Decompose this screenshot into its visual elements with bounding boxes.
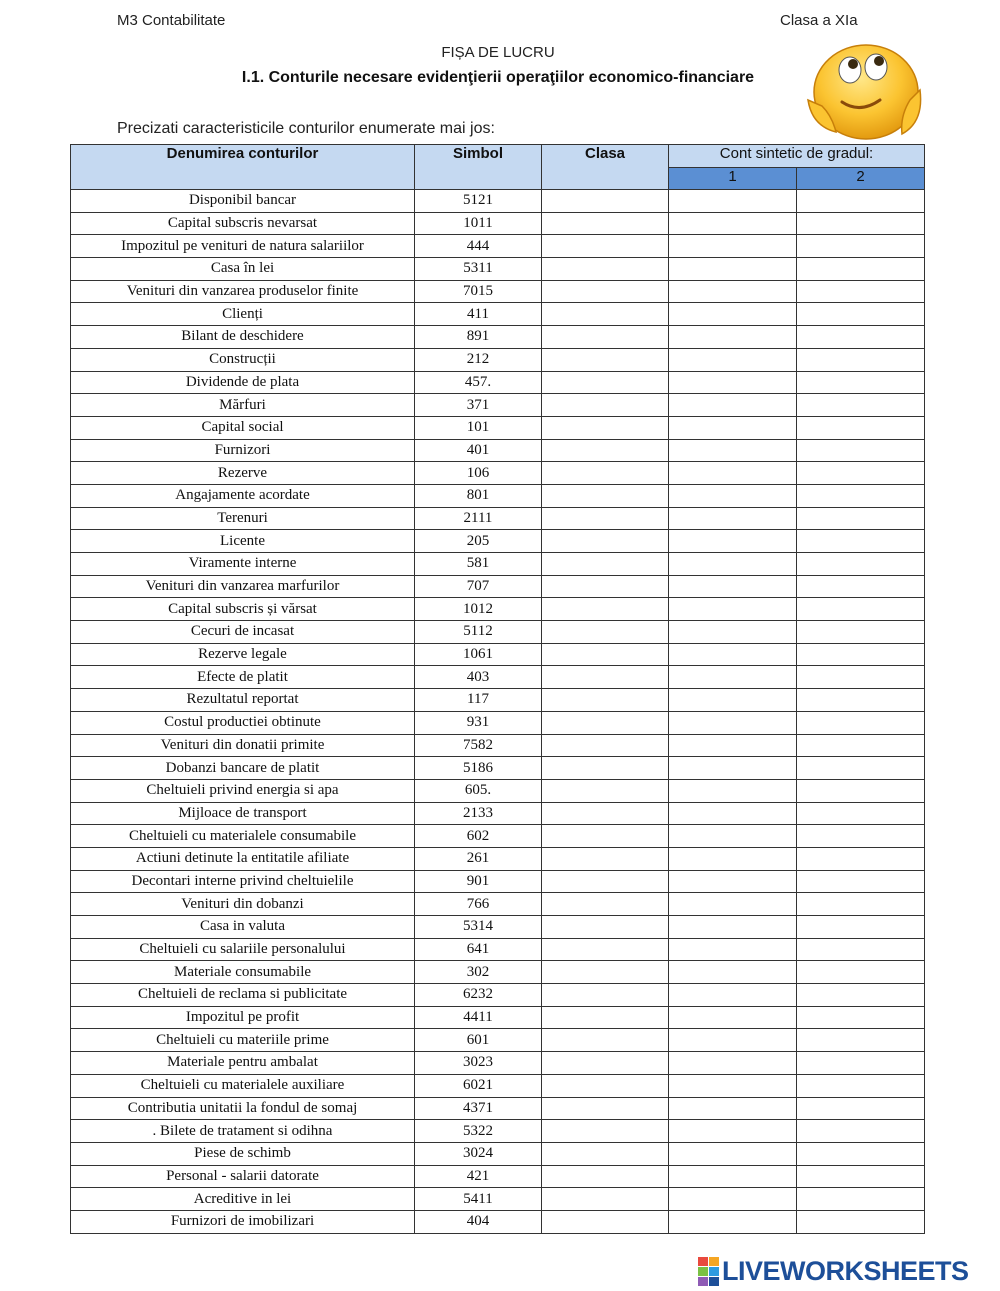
account-name-cell: Actiuni detinute la entitatile afiliate (71, 847, 415, 870)
class-answer-cell[interactable] (542, 439, 669, 462)
grade-1-answer-cell[interactable] (669, 394, 797, 417)
grade-2-answer-cell[interactable] (797, 689, 925, 712)
account-name-cell: Piese de schimb (71, 1142, 415, 1165)
grade-2-answer-cell[interactable] (797, 643, 925, 666)
account-symbol-cell: 5112 (415, 621, 542, 644)
class-answer-cell[interactable] (542, 190, 669, 213)
grade-2-answer-cell[interactable] (797, 1006, 925, 1029)
grade-1-answer-cell[interactable] (669, 1052, 797, 1075)
grade-2-answer-cell[interactable] (797, 938, 925, 961)
account-symbol-cell: 931 (415, 711, 542, 734)
account-symbol-cell: 5322 (415, 1120, 542, 1143)
logo-block (709, 1257, 719, 1266)
account-name-cell: Casa în lei (71, 258, 415, 281)
grade-2-answer-cell[interactable] (797, 326, 925, 349)
table-row (71, 1006, 925, 1029)
table-row (71, 825, 925, 848)
table-row (71, 235, 925, 258)
column-header-name: Denumirea conturilor (71, 145, 415, 190)
account-name-cell: Cheltuieli cu materialele auxiliare (71, 1074, 415, 1097)
class-answer-cell[interactable] (542, 1052, 669, 1075)
logo-block (698, 1277, 708, 1286)
table-row (71, 598, 925, 621)
account-symbol-cell: 641 (415, 938, 542, 961)
table-row (71, 348, 925, 371)
grade-2-answer-cell[interactable] (797, 553, 925, 576)
account-name-cell: Venituri din vanzarea produselor finite (71, 280, 415, 303)
grade-1-answer-cell[interactable] (669, 303, 797, 326)
table-row (71, 575, 925, 598)
class-answer-cell[interactable] (542, 258, 669, 281)
class-answer-cell[interactable] (542, 1074, 669, 1097)
account-name-cell: Furnizori de imobilizari (71, 1210, 415, 1233)
grade-2-answer-cell[interactable] (797, 462, 925, 485)
account-name-cell: Capital social (71, 416, 415, 439)
account-symbol-cell: 2133 (415, 802, 542, 825)
grade-1-answer-cell[interactable] (669, 439, 797, 462)
grade-2-answer-cell[interactable] (797, 734, 925, 757)
grade-1-answer-cell[interactable] (669, 507, 797, 530)
grade-2-answer-cell[interactable] (797, 303, 925, 326)
class-answer-cell[interactable] (542, 689, 669, 712)
account-name-cell: Capital subscris și vărsat (71, 598, 415, 621)
grade-1-answer-cell[interactable] (669, 1188, 797, 1211)
grade-2-answer-cell[interactable] (797, 394, 925, 417)
table-row (71, 1142, 925, 1165)
class-answer-cell[interactable] (542, 825, 669, 848)
class-answer-cell[interactable] (542, 326, 669, 349)
grade-2-answer-cell[interactable] (797, 439, 925, 462)
account-symbol-cell: 261 (415, 847, 542, 870)
class-answer-cell[interactable] (542, 212, 669, 235)
account-symbol-cell: 401 (415, 439, 542, 462)
account-name-cell: Dividende de plata (71, 371, 415, 394)
logo-block (709, 1267, 719, 1276)
grade-2-answer-cell[interactable] (797, 847, 925, 870)
grade-2-answer-cell[interactable] (797, 1029, 925, 1052)
account-name-cell: Materiale pentru ambalat (71, 1052, 415, 1075)
grade-2-answer-cell[interactable] (797, 1142, 925, 1165)
class-answer-cell[interactable] (542, 1006, 669, 1029)
account-name-cell: Bilant de deschidere (71, 326, 415, 349)
account-name-cell: Personal - salarii datorate (71, 1165, 415, 1188)
grade-2-answer-cell[interactable] (797, 1120, 925, 1143)
grade-2-answer-cell[interactable] (797, 212, 925, 235)
grade-1-answer-cell[interactable] (669, 961, 797, 984)
account-symbol-cell: 421 (415, 1165, 542, 1188)
account-symbol-cell: 1012 (415, 598, 542, 621)
grade-2-answer-cell[interactable] (797, 825, 925, 848)
table-row (71, 643, 925, 666)
table-row (71, 258, 925, 281)
account-symbol-cell: 6021 (415, 1074, 542, 1097)
table-row (71, 1074, 925, 1097)
account-symbol-cell: 581 (415, 553, 542, 576)
grade-1-answer-cell[interactable] (669, 847, 797, 870)
grade-2-answer-cell[interactable] (797, 1165, 925, 1188)
table-row (71, 462, 925, 485)
table-row (71, 439, 925, 462)
column-header-grade-group: Cont sintetic de gradul: (669, 145, 925, 168)
grade-1-answer-cell[interactable] (669, 371, 797, 394)
account-name-cell: . Bilete de tratament si odihna (71, 1120, 415, 1143)
grade-1-answer-cell[interactable] (669, 870, 797, 893)
account-name-cell: Cheltuieli privind energia si apa (71, 779, 415, 802)
account-symbol-cell: 7015 (415, 280, 542, 303)
column-header-class: Clasa (542, 145, 669, 190)
account-name-cell: Rezerve legale (71, 643, 415, 666)
grade-2-answer-cell[interactable] (797, 235, 925, 258)
grade-2-answer-cell[interactable] (797, 621, 925, 644)
class-answer-cell[interactable] (542, 462, 669, 485)
table-row (71, 757, 925, 780)
class-answer-cell[interactable] (542, 394, 669, 417)
account-name-cell: Capital subscris nevarsat (71, 212, 415, 235)
logo-block (709, 1277, 719, 1286)
account-symbol-cell: 801 (415, 484, 542, 507)
grade-1-answer-cell[interactable] (669, 825, 797, 848)
table-row (71, 779, 925, 802)
class-answer-cell[interactable] (542, 643, 669, 666)
table-row (71, 870, 925, 893)
grade-1-answer-cell[interactable] (669, 779, 797, 802)
account-symbol-cell: 457. (415, 371, 542, 394)
grade-1-answer-cell[interactable] (669, 416, 797, 439)
logo-blocks-icon (698, 1257, 719, 1286)
grade-1-answer-cell[interactable] (669, 757, 797, 780)
account-name-cell: Decontari interne privind cheltuielile (71, 870, 415, 893)
table-row (71, 847, 925, 870)
table-row (71, 1165, 925, 1188)
class-answer-cell[interactable] (542, 235, 669, 258)
class-answer-cell[interactable] (542, 1029, 669, 1052)
account-symbol-cell: 4371 (415, 1097, 542, 1120)
class-answer-cell[interactable] (542, 734, 669, 757)
account-name-cell: Disponibil bancar (71, 190, 415, 213)
table-row (71, 621, 925, 644)
table-row (71, 711, 925, 734)
grade-1-answer-cell[interactable] (669, 1097, 797, 1120)
grade-1-answer-cell[interactable] (669, 711, 797, 734)
class-answer-cell[interactable] (542, 621, 669, 644)
grade-2-answer-cell[interactable] (797, 348, 925, 371)
grade-2-answer-cell[interactable] (797, 530, 925, 553)
class-answer-cell[interactable] (542, 666, 669, 689)
account-symbol-cell: 302 (415, 961, 542, 984)
account-name-cell: Cecuri de incasat (71, 621, 415, 644)
account-symbol-cell: 6232 (415, 984, 542, 1007)
account-name-cell: Efecte de platit (71, 666, 415, 689)
table-row (71, 212, 925, 235)
grade-1-answer-cell[interactable] (669, 575, 797, 598)
account-name-cell: Cheltuieli cu salariile personalului (71, 938, 415, 961)
grade-2-answer-cell[interactable] (797, 666, 925, 689)
class-answer-cell[interactable] (542, 598, 669, 621)
account-name-cell: Acreditive in lei (71, 1188, 415, 1211)
account-symbol-cell: 411 (415, 303, 542, 326)
grade-1-answer-cell[interactable] (669, 280, 797, 303)
table-row (71, 916, 925, 939)
account-name-cell: Construcții (71, 348, 415, 371)
account-name-cell: Casa in valuta (71, 916, 415, 939)
table-row (71, 1188, 925, 1211)
account-symbol-cell: 3024 (415, 1142, 542, 1165)
grade-2-answer-cell[interactable] (797, 779, 925, 802)
grade-2-answer-cell[interactable] (797, 870, 925, 893)
grade-2-answer-cell[interactable] (797, 258, 925, 281)
account-name-cell: Cheltuieli cu materiile prime (71, 1029, 415, 1052)
column-header-grade-2: 2 (797, 168, 925, 190)
column-header-grade-1: 1 (669, 168, 797, 190)
grade-1-answer-cell[interactable] (669, 348, 797, 371)
grade-1-answer-cell[interactable] (669, 212, 797, 235)
class-answer-cell[interactable] (542, 779, 669, 802)
class-answer-cell[interactable] (542, 870, 669, 893)
class-answer-cell[interactable] (542, 1120, 669, 1143)
grade-1-answer-cell[interactable] (669, 666, 797, 689)
account-symbol-cell: 901 (415, 870, 542, 893)
account-name-cell: Viramente interne (71, 553, 415, 576)
class-answer-cell[interactable] (542, 1165, 669, 1188)
class-answer-cell[interactable] (542, 530, 669, 553)
account-symbol-cell: 403 (415, 666, 542, 689)
grade-2-answer-cell[interactable] (797, 916, 925, 939)
instruction-text: Precizati caracteristicile conturilor enumerate mai jos: (117, 120, 495, 137)
class-answer-cell[interactable] (542, 280, 669, 303)
account-symbol-cell: 7582 (415, 734, 542, 757)
account-name-cell: Venituri din vanzarea marfurilor (71, 575, 415, 598)
class-answer-cell[interactable] (542, 1142, 669, 1165)
grade-2-answer-cell[interactable] (797, 1097, 925, 1120)
grade-2-answer-cell[interactable] (797, 371, 925, 394)
account-symbol-cell: 5411 (415, 1188, 542, 1211)
table-row (71, 938, 925, 961)
table-row (71, 1120, 925, 1143)
grade-1-answer-cell[interactable] (669, 643, 797, 666)
account-name-cell: Costul productiei obtinute (71, 711, 415, 734)
account-name-cell: Venituri din donatii primite (71, 734, 415, 757)
class-answer-cell[interactable] (542, 984, 669, 1007)
table-row (71, 190, 925, 213)
grade-1-answer-cell[interactable] (669, 938, 797, 961)
account-symbol-cell: 212 (415, 348, 542, 371)
account-name-cell: Materiale consumabile (71, 961, 415, 984)
accounts-table (70, 144, 925, 1234)
table-row (71, 984, 925, 1007)
account-name-cell: Mijloace de transport (71, 802, 415, 825)
account-symbol-cell: 404 (415, 1210, 542, 1233)
grade-2-answer-cell[interactable] (797, 1210, 925, 1233)
grade-1-answer-cell[interactable] (669, 689, 797, 712)
class-answer-cell[interactable] (542, 507, 669, 530)
account-name-cell: Impozitul pe profit (71, 1006, 415, 1029)
table-row (71, 1097, 925, 1120)
grade-1-answer-cell[interactable] (669, 984, 797, 1007)
class-answer-cell[interactable] (542, 711, 669, 734)
account-name-cell: Rezerve (71, 462, 415, 485)
account-symbol-cell: 4411 (415, 1006, 542, 1029)
grade-1-answer-cell[interactable] (669, 462, 797, 485)
grade-1-answer-cell[interactable] (669, 598, 797, 621)
table-row (71, 734, 925, 757)
table-row (71, 961, 925, 984)
grade-1-answer-cell[interactable] (669, 1006, 797, 1029)
grade-1-answer-cell[interactable] (669, 1074, 797, 1097)
account-symbol-cell: 2111 (415, 507, 542, 530)
account-symbol-cell: 5121 (415, 190, 542, 213)
account-name-cell: Impozitul pe venituri de natura salariilor (71, 235, 415, 258)
class-answer-cell[interactable] (542, 303, 669, 326)
account-name-cell: Licente (71, 530, 415, 553)
account-name-cell: Cheltuieli de reclama si publicitate (71, 984, 415, 1007)
grade-1-answer-cell[interactable] (669, 621, 797, 644)
account-symbol-cell: 605. (415, 779, 542, 802)
class-answer-cell[interactable] (542, 802, 669, 825)
grade-2-answer-cell[interactable] (797, 961, 925, 984)
account-symbol-cell: 205 (415, 530, 542, 553)
grade-1-answer-cell[interactable] (669, 916, 797, 939)
column-header-symbol: Simbol (415, 145, 542, 190)
table-row (71, 280, 925, 303)
table-row (71, 689, 925, 712)
liveworksheets-logo (698, 1256, 969, 1286)
account-name-cell: Furnizori (71, 439, 415, 462)
table-row (71, 394, 925, 417)
grade-2-answer-cell[interactable] (797, 416, 925, 439)
logo-block (698, 1267, 708, 1276)
account-name-cell: Contributia unitatii la fondul de somaj (71, 1097, 415, 1120)
grade-2-answer-cell[interactable] (797, 1074, 925, 1097)
class-answer-cell[interactable] (542, 938, 669, 961)
account-symbol-cell: 602 (415, 825, 542, 848)
account-symbol-cell: 601 (415, 1029, 542, 1052)
grade-2-answer-cell[interactable] (797, 575, 925, 598)
account-symbol-cell: 5311 (415, 258, 542, 281)
grade-2-answer-cell[interactable] (797, 484, 925, 507)
grade-1-answer-cell[interactable] (669, 1029, 797, 1052)
class-answer-cell[interactable] (542, 961, 669, 984)
class-answer-cell[interactable] (542, 757, 669, 780)
grade-1-answer-cell[interactable] (669, 235, 797, 258)
class-answer-cell[interactable] (542, 1097, 669, 1120)
account-symbol-cell: 891 (415, 326, 542, 349)
account-symbol-cell: 5186 (415, 757, 542, 780)
grade-2-answer-cell[interactable] (797, 757, 925, 780)
grade-1-answer-cell[interactable] (669, 258, 797, 281)
table-row (71, 507, 925, 530)
account-name-cell: Dobanzi bancare de platit (71, 757, 415, 780)
header-subject: M3 Contabilitate (117, 12, 226, 29)
account-symbol-cell: 444 (415, 235, 542, 258)
grade-1-answer-cell[interactable] (669, 484, 797, 507)
table-row (71, 530, 925, 553)
account-name-cell: Mărfuri (71, 394, 415, 417)
account-name-cell: Rezultatul reportat (71, 689, 415, 712)
logo-block (698, 1257, 708, 1266)
grade-2-answer-cell[interactable] (797, 190, 925, 213)
account-symbol-cell: 371 (415, 394, 542, 417)
account-symbol-cell: 5314 (415, 916, 542, 939)
grade-1-answer-cell[interactable] (669, 1165, 797, 1188)
account-name-cell: Terenuri (71, 507, 415, 530)
thinking-smiley-icon (802, 40, 926, 142)
page-subtitle: I.1. Conturile necesare evidenţierii operaţiilor economico-financiare (241, 69, 755, 86)
grade-1-answer-cell[interactable] (669, 553, 797, 576)
account-symbol-cell: 101 (415, 416, 542, 439)
table-row (71, 371, 925, 394)
class-answer-cell[interactable] (542, 553, 669, 576)
account-name-cell: Cheltuieli cu materialele consumabile (71, 825, 415, 848)
table-row (71, 802, 925, 825)
grade-1-answer-cell[interactable] (669, 530, 797, 553)
class-answer-cell[interactable] (542, 1210, 669, 1233)
table-row (71, 326, 925, 349)
table-row (71, 1029, 925, 1052)
class-answer-cell[interactable] (542, 484, 669, 507)
class-answer-cell[interactable] (542, 1188, 669, 1211)
account-symbol-cell: 766 (415, 893, 542, 916)
table-row (71, 893, 925, 916)
grade-1-answer-cell[interactable] (669, 1210, 797, 1233)
account-symbol-cell: 3023 (415, 1052, 542, 1075)
grade-2-answer-cell[interactable] (797, 598, 925, 621)
table-row (71, 553, 925, 576)
grade-2-answer-cell[interactable] (797, 1052, 925, 1075)
account-name-cell: Clienți (71, 303, 415, 326)
grade-2-answer-cell[interactable] (797, 507, 925, 530)
grade-2-answer-cell[interactable] (797, 711, 925, 734)
class-answer-cell[interactable] (542, 575, 669, 598)
grade-1-answer-cell[interactable] (669, 326, 797, 349)
class-answer-cell[interactable] (542, 893, 669, 916)
logo-text: LIVEWORKSHEETS (722, 1255, 969, 1286)
table-row (71, 484, 925, 507)
account-symbol-cell: 117 (415, 689, 542, 712)
account-symbol-cell: 106 (415, 462, 542, 485)
header-class: Clasa a XIa (780, 12, 858, 29)
grade-1-answer-cell[interactable] (669, 802, 797, 825)
grade-2-answer-cell[interactable] (797, 984, 925, 1007)
grade-2-answer-cell[interactable] (797, 280, 925, 303)
class-answer-cell[interactable] (542, 847, 669, 870)
table-row (71, 666, 925, 689)
grade-1-answer-cell[interactable] (669, 190, 797, 213)
grade-1-answer-cell[interactable] (669, 1142, 797, 1165)
account-symbol-cell: 1011 (415, 212, 542, 235)
table-row (71, 303, 925, 326)
class-answer-cell[interactable] (542, 916, 669, 939)
class-answer-cell[interactable] (542, 371, 669, 394)
page-title: FIȘA DE LUCRU (441, 44, 555, 61)
account-symbol-cell: 1061 (415, 643, 542, 666)
grade-2-answer-cell[interactable] (797, 802, 925, 825)
table-row (71, 416, 925, 439)
grade-2-answer-cell[interactable] (797, 893, 925, 916)
grade-2-answer-cell[interactable] (797, 1188, 925, 1211)
class-answer-cell[interactable] (542, 416, 669, 439)
class-answer-cell[interactable] (542, 348, 669, 371)
table-row (71, 1052, 925, 1075)
table-row (71, 1210, 925, 1233)
grade-1-answer-cell[interactable] (669, 893, 797, 916)
account-name-cell: Venituri din dobanzi (71, 893, 415, 916)
grade-1-answer-cell[interactable] (669, 734, 797, 757)
grade-1-answer-cell[interactable] (669, 1120, 797, 1143)
account-name-cell: Angajamente acordate (71, 484, 415, 507)
account-symbol-cell: 707 (415, 575, 542, 598)
